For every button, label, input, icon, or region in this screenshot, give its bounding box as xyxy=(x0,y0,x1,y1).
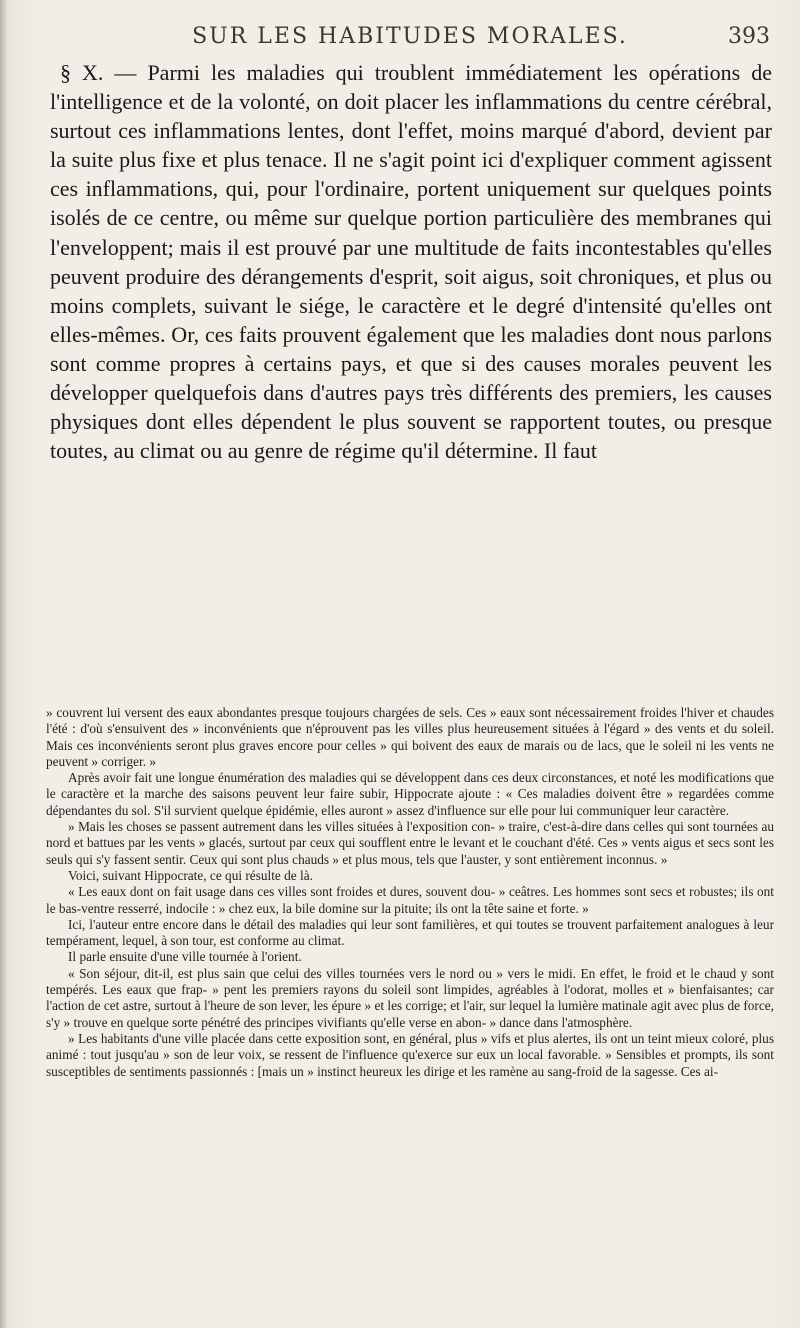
footnote-paragraph-2: Après avoir fait une longue énumération des maladies qui se développent dans ces deux circonstances, et noté les modifications que le caractère et la marche des saisons peuvent leur faire subir, Hippocrate ajoute : « Ces maladies doivent être » regardées comme dépendantes du sol. S'il survient quelque épidémie, elles auront » assez d'influence sur elle pour lui communiquer leur caractère. xyxy=(46,770,774,818)
running-head: SUR LES HABITUDES MORALES. xyxy=(192,24,628,49)
footnote-paragraph-6: Ici, l'auteur entre encore dans le détail des maladies qui leur sont familières, et qui toutes se trouvent parfaitement analogues à leur tempérament, lequel, à son tour, est conforme au climat. xyxy=(46,916,774,949)
page-edge-shadow xyxy=(0,0,6,1328)
footnote-paragraph-8: « Son séjour, dit-il, est plus sain que celui des villes tournées vers le nord ou » vers le midi. En effet, le froid et le chaud y sont tempérés. Les eaux que frap- » pent les premiers rayons du soleil sont limpides, agréables à l'odorat, molles et » bienfaisantes; car l'action de cet astre, surtout à l'heure de son lever, les épure » et les corrige; et l'air, sur lequel la lumière matinale agit avec plus de force, s'y » trouve en quelque sorte pénétré des principes vivifiants qu'elle verse en abon- » dance dans l'atmosphère. xyxy=(46,965,774,1030)
footnote-paragraph-7: Il parle ensuite d'une ville tournée à l'orient. xyxy=(68,949,302,965)
footnote xyxy=(46,705,774,1080)
page-number: 393 xyxy=(728,24,770,49)
main-text xyxy=(50,58,772,465)
footnote-paragraph-3: » Mais les choses se passent autrement dans les villes situées à l'exposition con- » traire, c'est-à-dire dans celles qui sont tournées au nord et battues par les vents » glacés, surtout par ceux qui soufflent entre le levant et le couchant d'été. Ces » vents aigus et secs sont les seuls qui s'y fassent sentir. Ceux qui sont plus chauds » et plus mous, tels que l'auster, y sont entièrement inconnus. » xyxy=(46,819,774,867)
footnote-paragraph-9: » Les habitants d'une ville placée dans cette exposition sont, en général, plus » vifs et plus alertes, ils ont un teint mieux coloré, plus animé : tout jusqu'au » son de leur voix, se ressent de l'influence qu'exerce sur eux un local favorable. » Sensibles et prompts, ils sont susceptibles de sentiments passionnés : [mais un » instinct heureux les dirige et les ramène au sang-froid de la sagesse. Ces ai- xyxy=(46,1030,774,1079)
footnote-paragraph-1: » couvrent lui versent des eaux abondantes presque toujours chargées de sels. Ces » eaux sont nécessairement froides l'hiver et chaudes l'été : d'où s'ensuivent des » inconvénients que n'éprouvent pas les villes plus heureusement situées à l'égard » des vents et du soleil. Mais ces inconvénients seront plus graves encore pour celles » qui boivent des eaux de marais ou de lacs, que le soleil ni les vents ne peuvent » corriger. » xyxy=(46,705,774,769)
body-paragraph: § X. — Parmi les maladies qui troublent immédiatement les opérations de l'intelligence et de la volonté, on doit placer les inflammations du centre cérébral, surtout ces inflammations lentes, dont l'effet, moins marqué d'abord, devient par la suite plus fixe et plus tenace. Il ne s'agit point ici d'expliquer comment agissent ces inflammations, qui, pour l'ordinaire, portent uniquement sur quelques points isolés de ce centre, ou même sur quelque portion particulière des membranes qui l'enveloppent; mais il est prouvé par une multitude de faits incontestables qu'elles peuvent produire des dérangements d'esprit, soit aigus, soit chroniques, et plus ou moins complets, suivant le siége, le caractère et le degré d'intensité qu'elles ont elles-mêmes. Or, ces faits prouvent également que les maladies dont nous parlons sont comme propres à certains pays, et que si des causes morales peuvent les développer quelquefois dans d'autres pays très différents des premiers, les causes physiques dont elles dépendent le plus souvent se rapportent toutes, ou presque toutes, au climat ou au genre de régime qu'il détermine. Il faut xyxy=(50,60,772,464)
footnote-paragraph-5: « Les eaux dont on fait usage dans ces villes sont froides et dures, souvent dou- » ceâtres. Les hommes sont secs et robustes; ils ont le bas-ventre resserré, indocile : » chez eux, la bile domine sur la pituite; ils ont la tête saine et forte. » xyxy=(46,884,774,916)
footnote-paragraph-4: Voici, suivant Hippocrate, ce qui résulte de là. xyxy=(68,867,313,883)
